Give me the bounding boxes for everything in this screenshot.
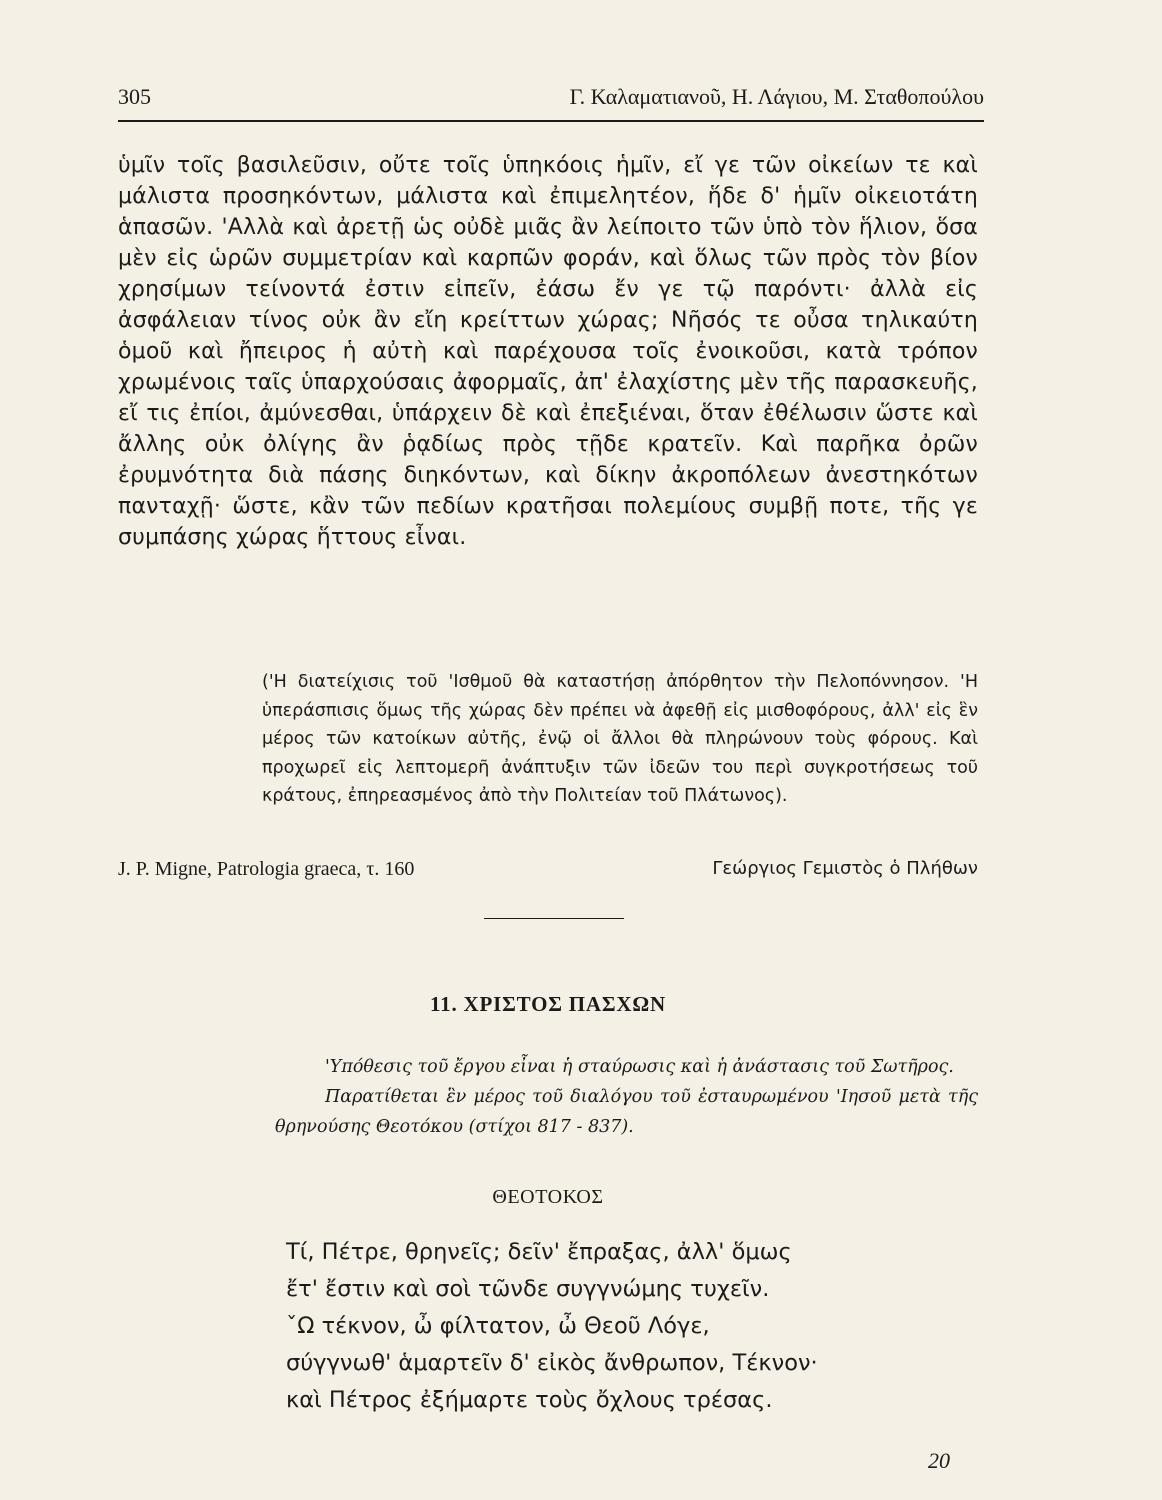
page-number: 305 xyxy=(118,84,151,109)
speaker-heading: ΘΕΟΤΟΚΟΣ xyxy=(492,1186,604,1208)
verse-line: καὶ Πέτρος ἐξήμαρτε τοὺς ὄχλους τρέσας. xyxy=(286,1387,773,1413)
intro-paragraph: Παρατίθεται ἓν μέρος τοῦ διαλόγου τοῦ ἐσταυρωμένου 'Ιησοῦ μετὰ τῆς θρηνούσης Θεοτόκου (στίχοι 817 - 837). xyxy=(275,1087,978,1137)
source-author: Γεώργιος Γεμιστὸς ὁ Πλήθων xyxy=(712,858,978,879)
source-reference: J. P. Migne, Patrologia graeca, τ. 160 xyxy=(118,858,415,880)
verse-line: ἔτ' ἔστιν καὶ σοὶ τῶνδε συγγνώμης τυχεῖν. xyxy=(286,1276,770,1302)
main-text-block xyxy=(118,150,978,553)
header-rule xyxy=(118,120,984,122)
verse-line: ˇΩ τέκνον, ὦ φίλτατον, ὦ Θεοῦ Λόγε, xyxy=(286,1313,710,1339)
main-paragraph: ὑμῖν τοῖς βασιλεῦσιν, οὔτε τοῖς ὑπηκόοις ἡμῖν, εἴ γε τῶν οἰκείων τε καὶ μάλιστα προσηκόντων, μάλιστα καὶ ἐπιμελητέον, ἥδε δ' ἡμῖν οἰκειοτάτη ἁπασῶν. 'Αλλὰ καὶ ἀρετῇ ὡς οὐδὲ μιᾶς ἂν λείποιτο τῶν ὑπὸ τὸν ἥλιον, ὅσα μὲν εἰς ὡρῶν συμμετρίαν καὶ καρπῶν φοράν, καὶ ὅλως τῶν πρὸς τὸν βίον χρησίμων τείνοντά ἐστιν εἰπεῖν, ἐάσω ἔν γε τῷ παρόντι· ἀλλὰ εἰς ἀσφάλειαν τίνος οὐκ ἂν εἴη κρείττων χώρας; Νῆσός τε οὖσα τηλικαύτη ὁμοῦ καὶ ἤπειρος ἡ αὐτὴ καὶ παρέχουσα τοῖς ἐνοικοῦσι, κατὰ τρόπον χρωμένοις ταῖς ὑπαρχούσαις ἀφορμαῖς, ἀπ' ἐλαχίστης μὲν τῆς παρασκευῆς, εἴ τις ἐπίοι, ἀμύνεσθαι, ὑπάρχειν δὲ καὶ ἐπεξιέναι, ὅταν ἐθέλωσιν ὥστε καὶ ἄλλης οὐκ ὀλίγης ἂν ῥᾳδίως πρὸς τῇδε κρατεῖν. Καὶ παρῆκα ὀρῶν ἐρυμνότητα διὰ πάσης διηκόντων, καὶ δίκην ἀκροπόλεων ἀνεστηκότων πανταχῇ· ὥστε, κἂν τῶν πεδίων κρατῆσαι πολεμίους συμβῇ ποτε, τῆς γε συμπάσης χώρας ἥττους εἶναι. xyxy=(118,153,978,550)
section-title: 11. ΧΡΙΣΤΟΣ ΠΑΣΧΩΝ xyxy=(430,992,666,1016)
verse-line: σύγγνωθ' ἁμαρτεῖν δ' εἰκὸς ἄνθρωπον, Τέκνον· xyxy=(286,1350,818,1376)
section-intro xyxy=(275,1052,978,1142)
note-paragraph: ('Η διατείχισις τοῦ 'Ισθμοῦ θὰ καταστήσῃ ἀπόρθητον τὴν Πελοπόννησον. 'Η ὑπεράσπισις ὅμως τῆς χώρας δὲν πρέπει νὰ ἀφεθῇ εἰς μισθοφόρους, ἀλλ' εἰς ἓν μέρος τῶν κατοίκων αὐτῆς, ἐνῷ οἱ ἄλλοι θὰ πληρώνουν τοὺς φόρους. Καὶ προχωρεῖ εἰς λεπτομερῆ ἀνάπτυξιν τῶν ἰδεῶν του περὶ συγκροτήσεως τοῦ κράτους, ἐπηρεασμένος ἀπὸ τὴν Πολιτείαν τοῦ Πλάτωνος). xyxy=(262,672,978,806)
verse-block xyxy=(286,1234,946,1419)
page-header xyxy=(118,84,984,118)
verse-line: Τί, Πέτρε, θρηνεῖς; δεῖν' ἔπραξας, ἀλλ' ὅμως xyxy=(286,1239,792,1265)
intro-paragraph: 'Υπόθεσις τοῦ ἔργου εἶναι ἡ σταύρωσις καὶ ἡ ἀνάστασις τοῦ Σωτῆρος. xyxy=(325,1057,954,1077)
commentary-note xyxy=(262,668,978,811)
source-line xyxy=(118,858,978,888)
section-divider xyxy=(484,918,624,919)
signature-mark: 20 xyxy=(928,1448,950,1473)
running-head-authors: Γ. Καλαματιανοῦ, Η. Λάγιου, Μ. Σταθοπούλου xyxy=(569,84,984,109)
